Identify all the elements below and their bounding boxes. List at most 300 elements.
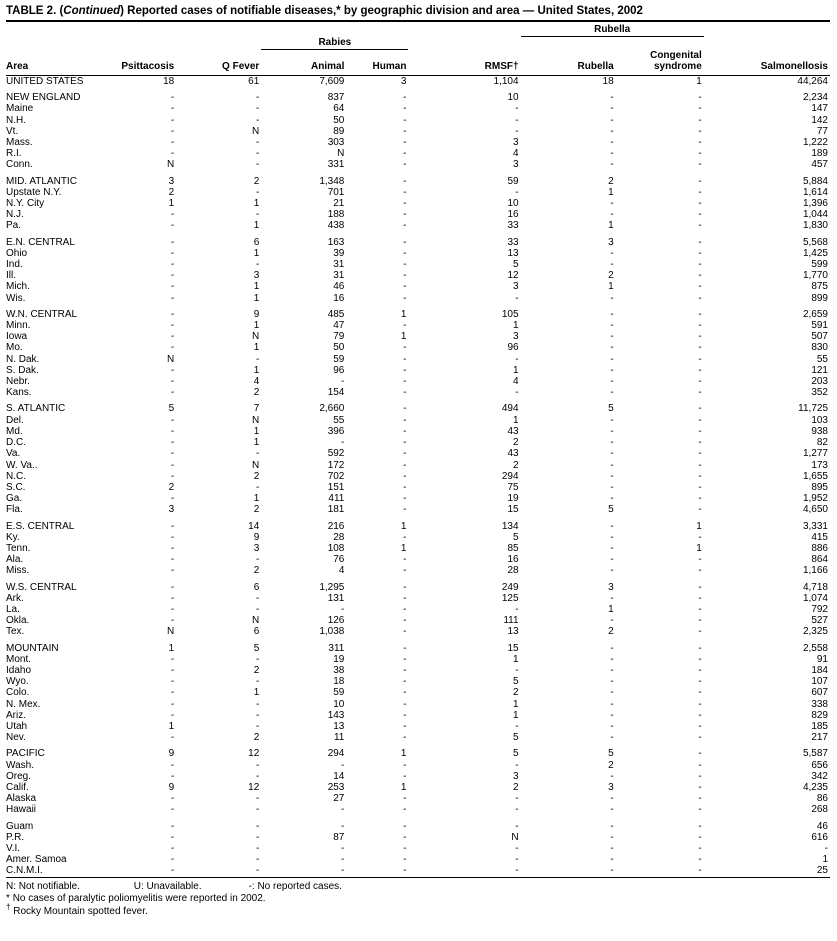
value-cell: - [610, 493, 614, 505]
area-cell: W.N. CENTRAL [6, 308, 78, 320]
value-cell: 1 [400, 520, 407, 532]
value-cell: 1 [253, 493, 260, 505]
value-cell: 111 [503, 615, 519, 627]
value-cell: - [255, 159, 260, 171]
title-continued: Continued [63, 5, 121, 17]
value-cell: - [698, 698, 702, 710]
value-cell: - [698, 387, 702, 399]
value-cell: 188 [327, 209, 345, 221]
value-cell: 268 [811, 804, 828, 816]
value-cell: - [170, 865, 175, 877]
value-cell: 75 [507, 481, 519, 493]
value-cell: 2,558 [802, 642, 828, 654]
value-cell: 107 [811, 676, 828, 688]
table-row [6, 248, 830, 259]
area-cell: Colo. [6, 687, 30, 699]
column-header-row [6, 49, 830, 76]
value-cell: 938 [811, 425, 828, 437]
value-cell: 1,770 [802, 270, 828, 282]
notifiable-diseases-table [6, 23, 830, 878]
value-cell: 203 [811, 376, 828, 388]
table-row [6, 309, 830, 320]
value-cell: 4,650 [802, 504, 828, 516]
value-cell: - [515, 103, 519, 115]
table-row [6, 543, 830, 554]
legend-not-notifiable: N: Not notifiable. [6, 880, 80, 892]
area-cell: Upstate N.Y. [6, 186, 62, 198]
value-cell: 3 [168, 175, 175, 187]
value-cell: - [170, 270, 175, 282]
value-cell: - [170, 236, 175, 248]
area-cell: Iowa [6, 331, 28, 343]
value-cell: 7 [253, 403, 260, 415]
value-cell: 701 [327, 186, 345, 198]
value-cell: 59 [333, 353, 345, 365]
value-cell: - [698, 376, 702, 388]
value-cell: - [170, 531, 175, 543]
value-cell: - [403, 103, 407, 115]
table-row [6, 76, 830, 88]
value-cell: 108 [327, 542, 345, 554]
value-cell: - [610, 320, 614, 332]
value-cell: - [403, 137, 407, 149]
value-cell: 131 [327, 592, 345, 604]
value-cell: 899 [811, 292, 828, 304]
value-cell: - [698, 504, 702, 516]
value-cell: 1 [253, 292, 260, 304]
value-cell: - [341, 804, 345, 816]
value-cell: 592 [327, 448, 345, 460]
value-cell: - [170, 687, 175, 699]
value-cell: 3 [513, 137, 519, 149]
table-row [6, 721, 830, 732]
value-cell: - [698, 148, 702, 160]
value-cell: - [255, 843, 260, 854]
table-row [6, 159, 830, 170]
area-cell: Oreg. [6, 770, 32, 782]
value-cell: 1 [608, 186, 614, 198]
value-cell: - [403, 175, 407, 187]
value-cell: 61 [248, 76, 260, 87]
value-cell: 3 [608, 581, 614, 593]
value-cell: - [255, 103, 260, 115]
value-cell: - [341, 603, 345, 615]
area-cell: Vt. [6, 125, 19, 137]
value-cell: - [403, 770, 407, 782]
value-cell: N [166, 626, 175, 638]
table-row [6, 643, 830, 654]
value-cell: - [170, 565, 175, 577]
value-cell: - [403, 493, 407, 505]
area-cell: Pa. [6, 220, 22, 232]
table-row [6, 865, 830, 877]
table-row [6, 115, 830, 126]
value-cell: 415 [811, 531, 828, 543]
table-row [6, 176, 830, 187]
table-row [6, 710, 830, 721]
column-header-rubella: Rubella [521, 49, 616, 76]
value-cell: - [255, 793, 260, 805]
table-row [6, 732, 830, 743]
value-cell: 121 [811, 364, 828, 376]
value-cell: - [403, 504, 407, 516]
value-cell: - [255, 709, 260, 721]
value-cell: 13 [507, 247, 519, 259]
table-row [6, 376, 830, 387]
value-cell: - [403, 220, 407, 232]
value-cell: - [403, 292, 407, 304]
area-cell: UNITED STATES [6, 76, 84, 87]
star-text: No cases of paralytic poliomyelitis were reported in 2002. [12, 893, 266, 905]
value-cell: - [403, 376, 407, 388]
table-row [6, 137, 830, 148]
value-cell: 19 [507, 493, 519, 505]
area-cell: Idaho [6, 664, 32, 676]
value-cell: - [698, 331, 702, 343]
value-cell: - [698, 642, 702, 654]
area-cell: S. ATLANTIC [6, 403, 66, 415]
value-cell: 1 [400, 748, 407, 760]
table-row [6, 760, 830, 771]
value-cell: - [170, 414, 175, 426]
value-cell: - [403, 854, 407, 866]
value-cell: - [610, 425, 614, 437]
value-cell: - [170, 581, 175, 593]
value-cell: 1 [513, 364, 519, 376]
value-cell: - [515, 865, 519, 877]
area-cell: MID. ATLANTIC [6, 175, 77, 187]
value-cell: - [255, 114, 260, 126]
value-cell: 1 [253, 220, 260, 232]
value-cell: - [403, 470, 407, 482]
area-cell: Ky. [6, 531, 20, 543]
value-cell: 12 [507, 270, 519, 282]
value-cell: - [610, 103, 614, 115]
value-cell: - [255, 259, 260, 271]
value-cell: 2 [608, 759, 614, 771]
value-cell: - [698, 531, 702, 543]
value-cell: 4 [338, 565, 345, 577]
value-cell: - [170, 92, 175, 104]
value-cell: N [337, 148, 345, 160]
table-row [6, 676, 830, 687]
value-cell: 1,425 [802, 247, 828, 259]
value-cell: 6 [253, 626, 260, 638]
area-cell: Hawaii [6, 804, 37, 816]
value-cell: - [403, 592, 407, 604]
value-cell: 185 [811, 720, 828, 732]
value-cell: - [698, 687, 702, 699]
area-cell: N.Y. City [6, 198, 45, 210]
value-cell: 253 [327, 781, 345, 793]
area-cell: N.H. [6, 114, 26, 126]
value-cell: - [698, 493, 702, 505]
value-cell: 3 [168, 504, 175, 516]
area-cell: Ariz. [6, 709, 26, 721]
value-cell: 18 [602, 76, 614, 87]
value-cell: 2 [253, 664, 260, 676]
value-cell: 4 [253, 376, 260, 388]
table-row [6, 832, 830, 843]
area-cell: C.N.M.I. [6, 865, 43, 877]
value-cell: 2 [513, 687, 519, 699]
value-cell: 1,166 [802, 565, 828, 577]
value-cell: 11,725 [798, 403, 828, 415]
value-cell: 1,295 [319, 581, 345, 593]
table-row [6, 259, 830, 270]
value-cell: - [341, 820, 345, 832]
value-cell: - [515, 793, 519, 805]
value-cell: - [698, 720, 702, 732]
value-cell: - [403, 270, 407, 282]
value-cell: - [170, 493, 175, 505]
value-cell: - [403, 603, 407, 615]
value-cell: 9 [253, 308, 260, 320]
value-cell: - [610, 676, 614, 688]
value-cell: 9 [168, 781, 175, 793]
value-cell: - [403, 565, 407, 577]
value-cell: - [698, 748, 702, 760]
value-cell: - [403, 615, 407, 627]
area-cell: Mass. [6, 137, 33, 149]
value-cell: - [403, 342, 407, 354]
table-row [6, 365, 830, 376]
area-cell: Wash. [6, 759, 34, 771]
value-cell: - [403, 247, 407, 259]
value-cell: - [403, 259, 407, 271]
area-cell: Ala. [6, 554, 24, 566]
table-row [6, 593, 830, 604]
value-cell: - [170, 437, 175, 449]
area-cell: Md. [6, 425, 23, 437]
value-cell: 154 [327, 387, 345, 399]
value-cell: - [698, 781, 702, 793]
value-cell: 28 [507, 565, 519, 577]
value-cell: - [403, 626, 407, 638]
value-cell: - [610, 554, 614, 566]
value-cell: - [515, 125, 519, 137]
table-row [6, 615, 830, 626]
value-cell: - [170, 320, 175, 332]
area-cell: Ill. [6, 270, 16, 282]
value-cell: 44,264 [797, 76, 828, 87]
table-row [6, 403, 830, 414]
table-row [6, 460, 830, 471]
area-cell: PACIFIC [6, 748, 45, 760]
value-cell: 12 [248, 748, 260, 760]
value-cell: - [698, 581, 702, 593]
spacer-cell [6, 36, 261, 49]
area-cell: NEW ENGLAND [6, 92, 81, 104]
value-cell: 2,660 [319, 403, 345, 415]
area-cell: Alaska [6, 793, 37, 805]
value-cell: - [403, 843, 407, 854]
value-cell: - [403, 531, 407, 543]
value-cell: - [170, 209, 175, 221]
value-cell: - [515, 353, 519, 365]
value-cell: - [698, 425, 702, 437]
value-cell: - [255, 865, 260, 877]
value-cell: - [403, 114, 407, 126]
value-cell: 886 [811, 542, 828, 554]
value-cell: 5 [253, 642, 260, 654]
value-cell: 1 [513, 709, 519, 721]
value-cell: 2 [608, 270, 614, 282]
table-row [6, 554, 830, 565]
value-cell: - [341, 376, 345, 388]
legend-line [6, 881, 830, 894]
value-cell: - [698, 770, 702, 782]
value-cell: - [170, 770, 175, 782]
value-cell: 294 [501, 470, 519, 482]
value-cell: - [610, 565, 614, 577]
value-cell: 103 [811, 414, 828, 426]
table-row [6, 471, 830, 482]
value-cell: 1 [400, 308, 407, 320]
value-cell: - [170, 103, 175, 115]
value-cell: N [511, 831, 519, 843]
value-cell: - [610, 542, 614, 554]
value-cell: N [166, 159, 175, 171]
value-cell: 6 [253, 236, 260, 248]
value-cell: 76 [333, 554, 345, 566]
value-cell: 875 [811, 281, 828, 293]
value-cell: 1 [253, 320, 260, 332]
value-cell: - [403, 581, 407, 593]
value-cell: - [403, 448, 407, 460]
value-cell: 147 [811, 103, 828, 115]
value-cell: - [610, 687, 614, 699]
title-prefix: TABLE 2. ( [6, 5, 64, 17]
table-row [6, 793, 830, 804]
area-cell: Tenn. [6, 542, 31, 554]
value-cell: - [698, 103, 702, 115]
value-cell: 28 [333, 531, 345, 543]
value-cell: - [170, 709, 175, 721]
value-cell: - [515, 186, 519, 198]
table-row [6, 126, 830, 137]
table-row [6, 804, 830, 815]
value-cell: - [403, 387, 407, 399]
value-cell: - [698, 804, 702, 816]
value-cell: - [255, 720, 260, 732]
value-cell: - [515, 820, 519, 832]
value-cell: 792 [811, 603, 828, 615]
table-row [6, 148, 830, 159]
value-cell: - [698, 732, 702, 744]
area-cell: Nev. [6, 732, 26, 744]
area-cell: Ga. [6, 493, 23, 505]
value-cell: 1 [168, 198, 175, 210]
value-cell: 1 [400, 331, 407, 343]
value-cell: - [170, 114, 175, 126]
value-cell: - [698, 603, 702, 615]
value-cell: 1,044 [802, 209, 828, 221]
value-cell: 607 [811, 687, 828, 699]
value-cell: - [403, 653, 407, 665]
table-row [6, 270, 830, 281]
table-row [6, 582, 830, 593]
value-cell: 1 [696, 542, 702, 554]
footnotes [6, 881, 830, 919]
value-cell: 50 [333, 342, 345, 354]
table-row [6, 854, 830, 865]
value-cell: - [170, 793, 175, 805]
value-cell: - [698, 364, 702, 376]
value-cell: 249 [501, 581, 519, 593]
value-cell: 15 [507, 504, 519, 516]
value-cell: - [698, 664, 702, 676]
value-cell: 10 [507, 198, 519, 210]
value-cell: - [255, 592, 260, 604]
area-cell: Tex. [6, 626, 25, 638]
value-cell: 2 [253, 504, 260, 516]
area-cell: Kans. [6, 387, 32, 399]
value-cell: - [610, 331, 614, 343]
value-cell: - [698, 137, 702, 149]
value-cell: 4,718 [802, 581, 828, 593]
legend-unavailable: U: Unavailable. [133, 880, 202, 892]
table-row [6, 493, 830, 504]
value-cell: - [610, 709, 614, 721]
value-cell: 3 [513, 770, 519, 782]
value-cell: 2 [513, 437, 519, 449]
value-cell: N [166, 353, 175, 365]
table-row [6, 782, 830, 793]
value-cell: - [341, 437, 345, 449]
value-cell: 21 [333, 198, 345, 210]
table-row [6, 415, 830, 426]
area-cell: Ark. [6, 592, 24, 604]
column-header-animal: Animal [261, 49, 346, 76]
table-row [6, 843, 830, 854]
value-cell: - [698, 403, 702, 415]
value-cell: - [170, 676, 175, 688]
value-cell: 59 [507, 175, 519, 187]
value-cell: 5 [513, 732, 519, 744]
area-cell: La. [6, 603, 20, 615]
value-cell: - [170, 698, 175, 710]
value-cell: N [252, 125, 260, 137]
table-row [6, 604, 830, 615]
value-cell: 331 [327, 159, 345, 171]
value-cell: 38 [333, 664, 345, 676]
table-row [6, 281, 830, 292]
table-header [6, 23, 830, 76]
value-cell: 2 [253, 565, 260, 577]
value-cell: 47 [333, 320, 345, 332]
value-cell: - [170, 615, 175, 627]
value-cell: 2 [513, 781, 519, 793]
value-cell: - [255, 186, 260, 198]
value-cell: - [403, 425, 407, 437]
value-cell: - [610, 148, 614, 160]
value-cell: - [403, 554, 407, 566]
table-row [6, 426, 830, 437]
value-cell: - [170, 554, 175, 566]
value-cell: 830 [811, 342, 828, 354]
value-cell: - [610, 865, 614, 877]
value-cell: - [698, 342, 702, 354]
value-cell: 1,222 [802, 137, 828, 149]
value-cell: - [341, 854, 345, 866]
value-cell: 411 [328, 493, 345, 505]
value-cell: - [515, 387, 519, 399]
table-row [6, 821, 830, 832]
value-cell: 1,104 [493, 76, 519, 87]
value-cell: 507 [811, 331, 828, 343]
value-cell: - [403, 209, 407, 221]
